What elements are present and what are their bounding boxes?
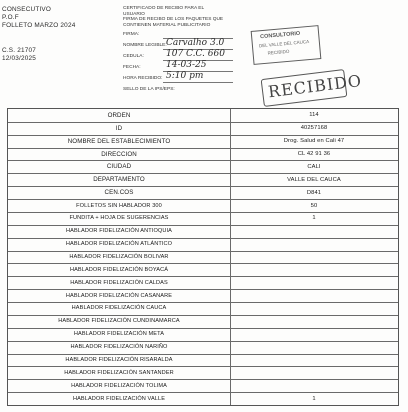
row-label: HABLADOR FIDELIZACIÓN RISARALDA	[8, 354, 231, 367]
table-row	[8, 199, 398, 213]
row-value	[230, 379, 398, 392]
row-label: HABLADOR FIDELIZACIÓN META	[8, 328, 231, 341]
certificate-heading	[123, 6, 223, 28]
row-value	[230, 263, 398, 276]
row-value	[230, 341, 398, 354]
stamp-text: CONSULTORIO	[259, 30, 301, 41]
table-row	[8, 263, 398, 277]
row-value	[230, 289, 398, 302]
row-label: HABLADOR FIDELIZACIÓN ATLÁNTICO	[8, 238, 231, 251]
row-value: 114	[309, 112, 319, 119]
table-row	[8, 315, 398, 329]
table-row	[8, 173, 398, 187]
received-stamp	[261, 69, 363, 107]
row-value	[230, 354, 398, 367]
table-row	[8, 379, 398, 393]
table-row	[8, 251, 398, 265]
form-label: FECHA:	[123, 65, 141, 70]
row-label: HABLADOR FIDELIZACIÓN SANTANDER	[8, 366, 231, 379]
table-row	[8, 354, 398, 368]
table-row	[8, 186, 398, 200]
form-value: Carvalho 3.0	[166, 38, 225, 48]
form-label: HORA RECIBIDO:	[123, 76, 163, 81]
row-label: CIUDAD	[8, 160, 231, 173]
form-value: 14-03-25	[166, 60, 207, 70]
row-label: HABLADOR FIDELIZACIÓN BOYACÁ	[8, 263, 231, 276]
table-row	[8, 135, 398, 149]
header-left-block	[2, 6, 75, 63]
table-row	[8, 109, 398, 123]
row-label: CEN.COS	[8, 186, 231, 199]
received-stamp-text: RECIBIDO	[267, 70, 363, 102]
row-label: HABLADOR FIDELIZACIÓN BOLIVAR	[8, 251, 231, 264]
table-row	[8, 302, 398, 316]
brochure-title: FOLLETO MARZO 2024	[2, 22, 76, 30]
row-label: HABLADOR FIDELIZACIÓN CALDAS	[8, 276, 231, 289]
row-value: 1	[312, 215, 316, 222]
table-row	[8, 148, 398, 162]
row-label: DEPARTAMENTO	[8, 173, 231, 186]
stamp-text: RECIBIDO	[267, 48, 290, 56]
form-label: NOMBRE LEGIBLE:	[123, 43, 167, 48]
row-value: 50	[310, 202, 318, 209]
certificate-line-1: CERTIFICADO DE RECIBO PARA EL	[123, 6, 205, 11]
form-label: FIRMA:	[123, 32, 140, 37]
table-row	[8, 160, 398, 174]
row-label: HABLADOR FIDELIZACIÓN ANTIOQUIA	[8, 225, 231, 238]
table-row	[8, 289, 398, 303]
stamp-text: DEL VALLE DEL CAUCA	[258, 38, 310, 49]
row-label: FOLLETOS SIN HABLADOR 300	[8, 199, 231, 212]
row-label: HABLADOR FIDELIZACIÓN VALLE	[8, 392, 231, 405]
row-value	[230, 276, 398, 289]
row-label: FUNDITA + HOJA DE SUGERENCIAS	[8, 212, 231, 225]
row-value	[230, 315, 398, 328]
table-row	[8, 225, 398, 239]
form-value: 5:10 pm	[166, 71, 204, 81]
table-row	[8, 366, 398, 380]
row-value	[230, 366, 398, 379]
table-row	[8, 328, 398, 342]
row-value: 40257168	[300, 125, 328, 132]
row-value	[230, 238, 398, 251]
table-row	[8, 392, 398, 405]
row-label: HABLADOR FIDELIZACIÓN TOLIMA	[8, 379, 231, 392]
form-value: 107 C.C. 660	[166, 49, 225, 59]
row-label: HABLADOR FIDELIZACIÓN CASANARE	[8, 289, 231, 302]
table-row	[8, 276, 398, 290]
row-label: ORDEN	[8, 109, 231, 122]
row-value	[230, 225, 398, 238]
pharmacy-stamp	[251, 25, 322, 65]
certificate-line-2: USUARIO	[123, 11, 145, 17]
form-label: SELLO DE LA IPS/EPS:	[123, 87, 175, 92]
row-value	[230, 328, 398, 341]
row-value	[230, 302, 398, 315]
form-label: CEDULA:	[123, 54, 144, 59]
table-row	[8, 122, 398, 136]
row-label: HABLADOR FIDELIZACIÓN CAUCA	[8, 302, 231, 315]
pof-label: P.O.F	[2, 14, 19, 22]
row-value: VALLE DEL CAUCA	[287, 176, 341, 183]
row-value: D841	[306, 189, 322, 196]
row-value: Drog. Salud en Cali 47	[283, 138, 345, 145]
row-label: DIRECCION	[8, 148, 231, 161]
row-value: CALI	[307, 163, 321, 170]
consecutive-label: CONSECUTIVO	[2, 6, 52, 13]
certificate-line-4: CONTIENEN MATERIAL PUBLICITARIO	[123, 22, 211, 28]
certificate-line-3: FIRMA DE RECIBO DE LOS PAQUETES QUE	[123, 17, 224, 23]
row-label: NOMBRE DEL ESTABLECIMIENTO	[8, 135, 231, 148]
document-date: 12/03/2025	[2, 54, 36, 62]
row-value: 1	[312, 395, 316, 402]
table-row	[8, 212, 398, 226]
row-label: ID	[8, 122, 231, 135]
row-label: HABLADOR FIDELIZACIÓN NARIÑO	[8, 341, 231, 354]
row-value	[230, 251, 398, 264]
delivery-table	[7, 108, 399, 406]
table-row	[8, 341, 398, 355]
table-row	[8, 238, 398, 252]
cost-center-code: C.S. 21707	[2, 46, 36, 54]
row-value: CL 42 91 36	[297, 151, 331, 158]
row-label: HABLADOR FIDELIZACIÓN CUNDINAMARCA	[8, 315, 231, 328]
